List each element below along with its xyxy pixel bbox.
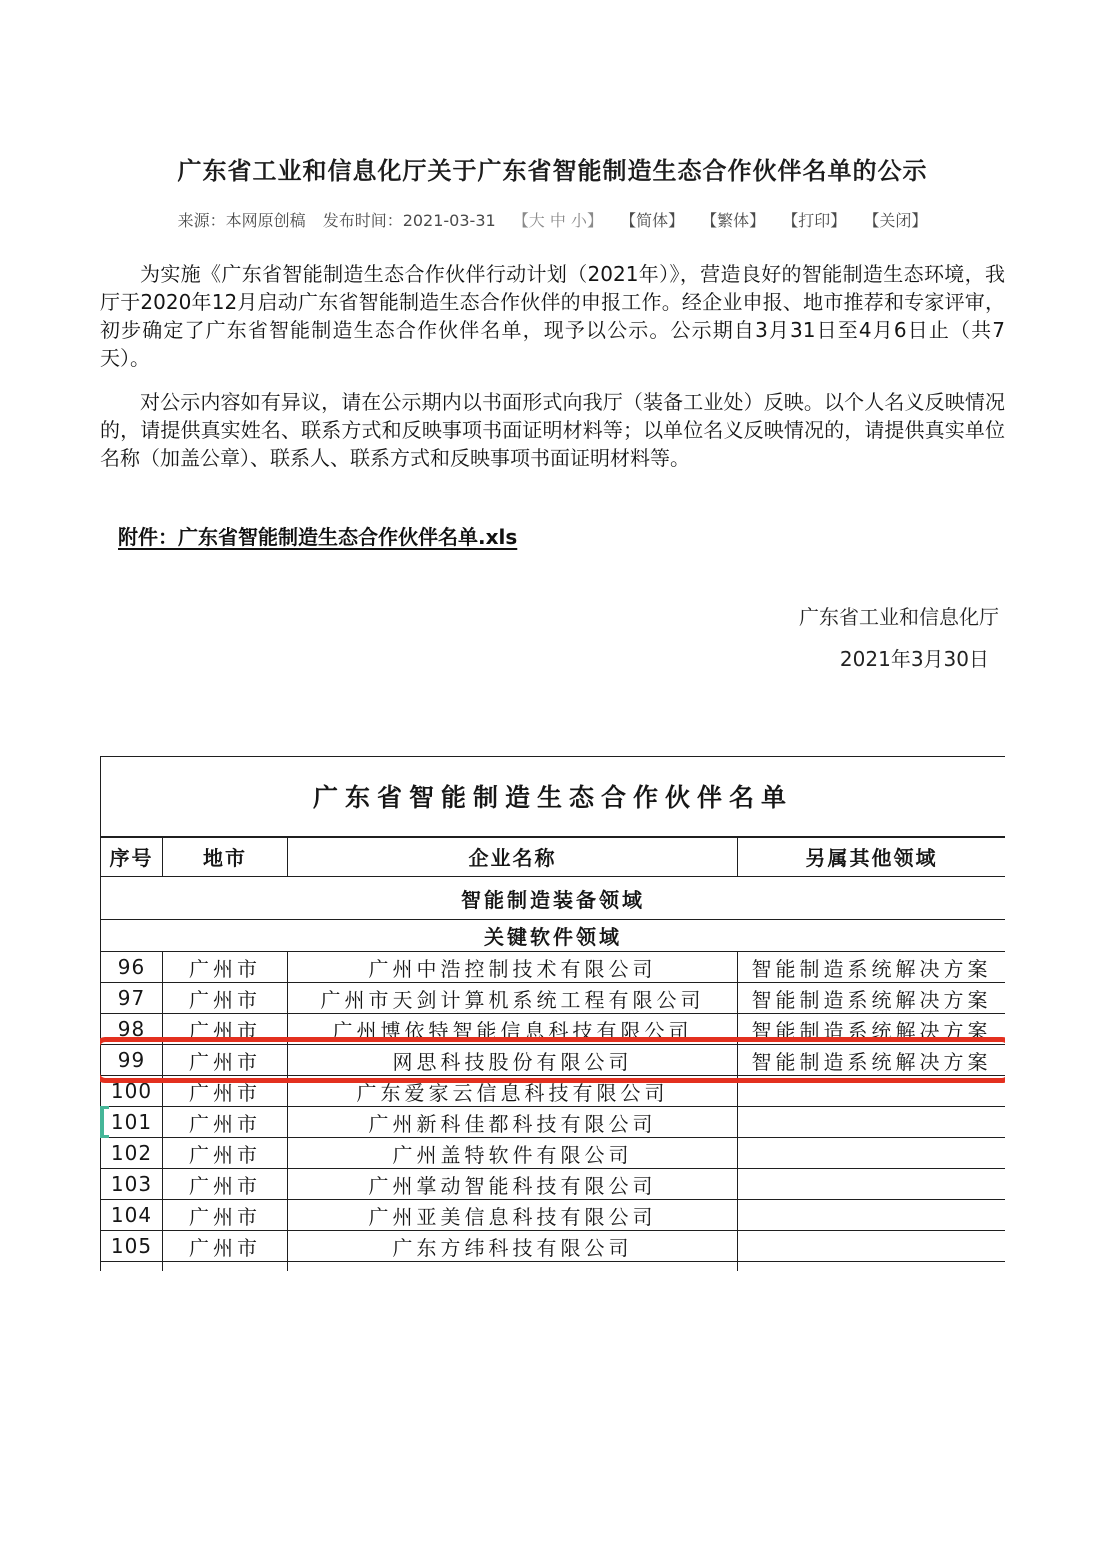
domain-cell: 智能制造系统解决方案: [738, 1045, 1006, 1076]
no-cell: 99: [101, 1045, 163, 1076]
meta-bar: [100, 210, 1005, 232]
domain-cell: [738, 1231, 1006, 1262]
domain-cell: [738, 1169, 1006, 1200]
domain-cell: 智能制造系统解决方案: [738, 983, 1006, 1014]
city-cell: 广州市: [163, 1014, 288, 1045]
header-domain: 另属其他领域: [738, 837, 1006, 877]
simplified-button[interactable]: 【简体】: [620, 211, 685, 230]
city-cell: [163, 1262, 288, 1272]
no-cell: 98: [101, 1014, 163, 1045]
domain-cell: [738, 1107, 1006, 1138]
city-cell: 广州市: [163, 1231, 288, 1262]
domain-cell: [738, 1262, 1006, 1272]
no-cell: 100: [101, 1076, 163, 1107]
meta-pubtime: 发布时间：2021-03-31: [322, 211, 496, 230]
header-city: 地市: [163, 837, 288, 877]
clipped-text-marks: [196, 1271, 254, 1272]
table-row-101-selected: [101, 1107, 1006, 1138]
domain-cell: [738, 1200, 1006, 1231]
font-size-switcher[interactable]: 【大 中 小】: [512, 211, 603, 230]
table-row-100: [101, 1076, 1006, 1107]
paragraph-1: 为实施《广东省智能制造生态合作伙伴行动计划（2021年）》，营造良好的智能制造生态环境，我厅于2020年12月启动广东省智能制造生态合作伙伴的申报工作。经企业申报、地市推荐和专家评审，初步确定了广东省智能制造生态合作伙伴名单，现予以公示。公示期自3月31日至4月6日止（共7天）。: [100, 262, 1005, 370]
city-cell: 广州市: [163, 1138, 288, 1169]
table-row-103: [101, 1169, 1006, 1200]
table-row-104: [101, 1200, 1006, 1231]
city-cell: 广州市: [163, 983, 288, 1014]
table-row-partial-clipped: [101, 1262, 1006, 1272]
domain-cell: 智能制造系统解决方案: [738, 952, 1006, 983]
table-title: 广东省智能制造生态合作伙伴名单: [101, 757, 1006, 837]
section-row-software: [101, 920, 1006, 952]
no-cell: 103: [101, 1169, 163, 1200]
section-label: 智能制造装备领域: [101, 877, 1006, 920]
paragraph-2: 对公示内容如有异议，请在公示期内以书面形式向我厅（装备工业处）反映。以个人名义反映情况的，请提供真实姓名、联系方式和反映事项书面证明材料等；以单位名义反映情况的，请提供真实单位名称（加盖公章）、联系人、联系方式和反映事项书面证明材料等。: [100, 390, 1005, 470]
company-cell: 广东方纬科技有限公司: [288, 1231, 738, 1262]
header-company: 企业名称: [288, 837, 738, 877]
clipped-text-marks: [119, 1271, 145, 1272]
company-cell: 广州盖特软件有限公司: [288, 1138, 738, 1169]
clipped-text-marks: [398, 1271, 628, 1272]
company-cell: 广州亚美信息科技有限公司: [288, 1200, 738, 1231]
attachment-row: [100, 524, 1005, 550]
company-cell: 广东爱家云信息科技有限公司: [288, 1076, 738, 1107]
no-cell: [101, 1262, 163, 1272]
company-cell: 广州市天剑计算机系统工程有限公司: [288, 983, 738, 1014]
table-row-105: [101, 1231, 1006, 1262]
domain-cell: 智能制造系统解决方案: [738, 1014, 1006, 1045]
attachment-link[interactable]: 附件：广东省智能制造生态合作伙伴名单.xls: [118, 525, 518, 549]
no-cell: 101: [101, 1107, 163, 1138]
header-no: 序号: [101, 837, 163, 877]
city-cell: 广州市: [163, 952, 288, 983]
domain-cell: [738, 1138, 1006, 1169]
print-button[interactable]: 【打印】: [782, 211, 847, 230]
city-cell: 广州市: [163, 1045, 288, 1076]
signature-org: 广东省工业和信息化厅: [799, 605, 999, 629]
company-cell: 广州博依特智能信息科技有限公司: [288, 1014, 738, 1045]
table-row-97: [101, 983, 1006, 1014]
no-cell: 97: [101, 983, 163, 1014]
company-cell: 广州掌动智能科技有限公司: [288, 1169, 738, 1200]
city-cell: 广州市: [163, 1200, 288, 1231]
table-header-row: [101, 837, 1006, 877]
company-cell: 广州中浩控制技术有限公司: [288, 952, 738, 983]
no-cell: 105: [101, 1231, 163, 1262]
no-cell: 96: [101, 952, 163, 983]
meta-source: 来源：本网原创稿: [177, 211, 306, 230]
table-row-96: [101, 952, 1006, 983]
section-label: 关键软件领域: [101, 920, 1006, 952]
domain-cell: [738, 1076, 1006, 1107]
partner-table-container: [100, 756, 1005, 1271]
close-button[interactable]: 【关闭】: [863, 211, 928, 230]
table-row-98: [101, 1014, 1006, 1045]
city-cell: 广州市: [163, 1107, 288, 1138]
table-row-102: [101, 1138, 1006, 1169]
city-cell: 广州市: [163, 1076, 288, 1107]
no-cell: 104: [101, 1200, 163, 1231]
no-cell: 102: [101, 1138, 163, 1169]
company-cell: 广州新科佳都科技有限公司: [288, 1107, 738, 1138]
partner-table: [100, 756, 1005, 1271]
company-cell: [288, 1262, 738, 1272]
table-title-row: [101, 757, 1006, 837]
signature-date: 2021年3月30日: [839, 647, 989, 671]
article: [100, 0, 1005, 1271]
section-row-equipment: [101, 877, 1006, 920]
table-row-99-highlighted: [101, 1045, 1006, 1076]
traditional-button[interactable]: 【繁体】: [701, 211, 766, 230]
page-title: 广东省工业和信息化厅关于广东省智能制造生态合作伙伴名单的公示: [177, 157, 928, 185]
city-cell: 广州市: [163, 1169, 288, 1200]
company-cell: 网思科技股份有限公司: [288, 1045, 738, 1076]
